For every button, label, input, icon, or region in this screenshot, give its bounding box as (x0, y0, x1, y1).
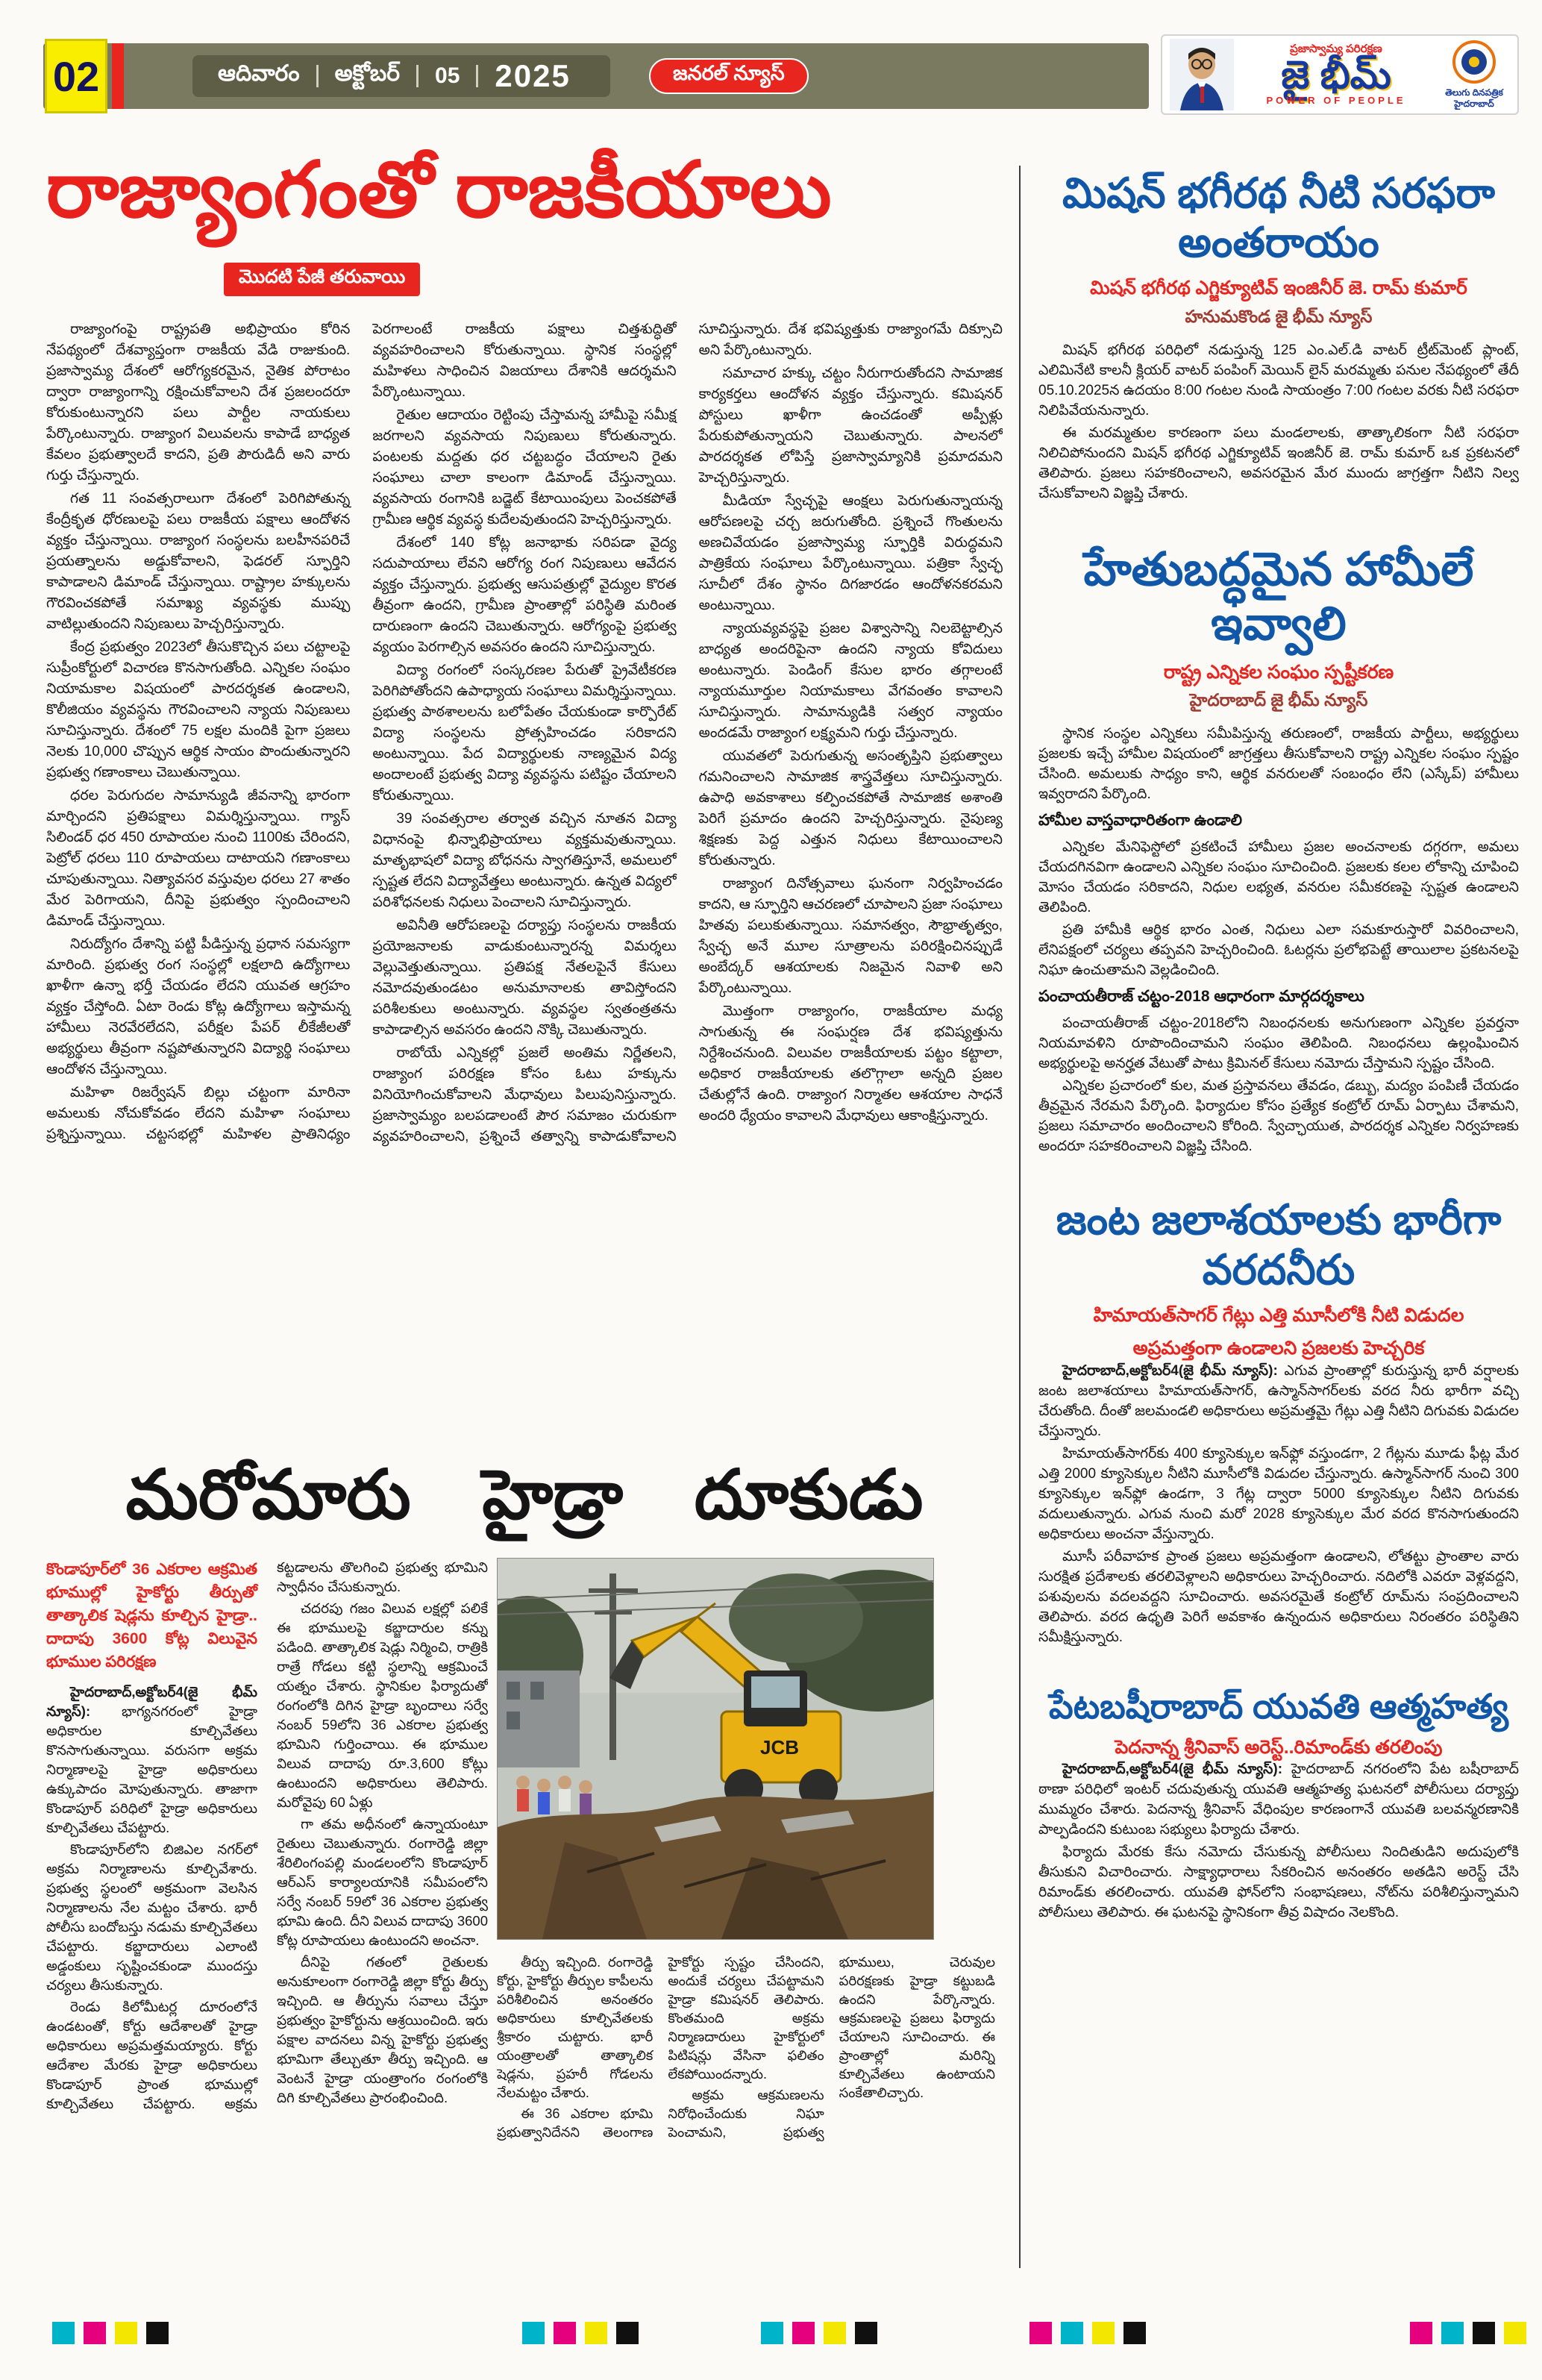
paragraph: మూసీ పరీవాహక ప్రాంత ప్రజలు అప్రమత్తంగా ఉండాలని, లోతట్టు ప్రాంతాల వారు సురక్షిత ప్రదేశాలకు తరలివెళ్లాలని అధికారులు హెచ్చరించారు. నదిలోకి ఎవరూ వెళ్లవద్దని, పశువులను వదలవద్దని సూచించారు. అవసరమైతే కంట్రోల్ రూమ్‌ను సంప్రదించాలని తెలిపారు. వరద ఉధృతి పెరిగే అవకాశం ఉన్నందున అధికారులు నిరంతరం పరిస్థితిని సమీక్షిస్తున్నారు. (1038, 1548, 1519, 1645)
paragraph: కేంద్ర ప్రభుత్వం 2023లో తీసుకొచ్చిన పలు చట్టాలపై సుప్రీంకోర్టులో విచారణ కొనసాగుతోంది. ఎన్నికల సంఘం నియామకాల విషయంలో పారదర్శకత ఉండాలని, కొలీజియం వ్యవస్థను గౌరవించాలని న్యాయ నిపుణులు సూచిస్తున్నారు. దేశంలో 75 లక్షల మందికి పైగా ప్రజలు నెలకు 10,000 చొప్పున ఆర్థిక సాయం పొందుతున్నారని ప్రభుత్వ గణాంకాలు చెబుతున్నాయి. (46, 639, 351, 780)
magenta-mark (554, 2322, 576, 2344)
paragraph: మొత్తంగా రాజ్యాంగం, రాజకీయాల మధ్య సాగుతున్న ఈ సంఘర్షణ దేశ భవిష్యత్తును నిర్దేశించనుంది. విలువల రాజకీయాలకు పట్టం కట్టాలా, అధికార రాజకీయాలకు తలొగ్గాలా అన్నది ప్రజల చేతుల్లోనే ఉంది. రాజ్యాంగ నిర్మాతల ఆశయాల సాధనే అందరి ధ్యేయం కావాలని మేధావులు ఆకాంక్షిస్తున్నారు. (698, 1003, 1003, 1124)
paragraph: ఫిర్యాదు మేరకు కేసు నమోదు చేసుకున్న పోలీసులు నిందితుడిని అదుపులోకి తీసుకుని విచారించారు. సాక్ష్యాధారాలు సేకరించిన అనంతరం అతడిని అరెస్ట్ చేసి రిమాండ్‌కు తరలించారు. యువతి ఫోన్‌లోని సంభాషణలు, నోట్‌ను పరిశీలిస్తున్నామని పోలీసులు తెలిపారు. ఈ ఘటనపై స్థానికంగా తీవ్ర విషాదం నెలకొంది. (1038, 1844, 1519, 1921)
paragraph: పంచాయతీరాజ్ చట్టం-2018లోని నిబంధనలకు అనుగుణంగా ఎన్నికల ప్రవర్తనా నియమావళిని రూపొందించామని సంఘం తెలిపింది. నిబంధనలు ఉల్లంఘించిన అభ్యర్థులపై అనర్హత వేటుతో పాటు క్రిమినల్ కేసులు నమోదు చేస్తామని స్పష్టం చేసింది. (1038, 1015, 1519, 1072)
hydra-headline: మరోమారు హైడ్రా దూకుడు (125, 1457, 924, 1533)
paragraph: ఎన్నికల ప్రచారంలో కుల, మత ప్రస్తావనలు తేవడం, డబ్బు, మద్యం పంపిణీ చేయడం తీవ్రమైన నేరమని పేర్కొంది. ఫిర్యాదుల కోసం ప్రత్యేక కంట్రోల్ రూమ్ ఏర్పాటు చేశామని, ప్రజలు సమాచారం అందించాలని కోరింది. స్వేచ్ఛాయుత, పారదర్శక ఎన్నికల నిర్వహణకు అందరూ సహకరించాలని విజ్ఞప్తి చేసింది. (1038, 1078, 1519, 1155)
article-byline: హైదరాబాద్,అక్టోబర్4(జై భీమ్ న్యూస్): (46, 1684, 257, 1719)
column-rule (1019, 166, 1021, 2268)
black-mark (855, 2322, 877, 2344)
paragraph: అక్రమ ఆక్రమణలను నిరోధించేందుకు నిఘా పెంచామని, ప్రభుత్వ భూములు, చెరువుల పరిరక్షణకు హైడ్రా కట్టుబడి ఉందని పేర్కొన్నారు. ఆక్రమణలపై ప్రజలు ఫిర్యాదు చేయాలని సూచించారు. ఈ ప్రాంతాల్లో మరిన్ని కూల్చివేతలు ఉంటాయని సంకేతాలిచ్చారు. (668, 1955, 995, 2140)
red-stripe-decoration (112, 43, 124, 109)
article-byline: హైదరాబాద్,అక్టోబర్4(జై భీమ్ న్యూస్): (1062, 1761, 1283, 1778)
paragraph: నిరుద్యోగం దేశాన్ని పట్టి పీడిస్తున్న ప్రధాన సమస్యగా మారింది. ప్రభుత్వ రంగ సంస్థల్లో లక్షలాది ఉద్యోగాలు ఖాళీగా ఉన్నా భర్తీ చేయడం లేదని యువత ఆగ్రహం వ్యక్తం చేస్తోంది. ఏటా రెండు కోట్ల ఉద్యోగాలు ఇస్తామన్న హామీలు నెరవేరలేదని, పరీక్షల పేపర్ లీకేజీలతో అభ్యర్థులు తీవ్రంగా నష్టపోతున్నారని విద్యార్థి సంఘాలు ఆందోళన చేస్తున్నాయి. (46, 936, 351, 1077)
lead-kicker: మొదటి పేజీ తరువాయి (224, 263, 420, 296)
jcb-excavator-photo-illustration (498, 1559, 933, 1939)
article-suicide (1038, 1686, 1519, 1923)
article-body (1038, 340, 1519, 504)
color-registration-marks (761, 2322, 877, 2344)
ambedkar-portrait-icon (1170, 39, 1234, 110)
cyan-mark (1441, 2322, 1464, 2344)
cyan-mark (1061, 2322, 1083, 2344)
masthead-seal-block (1438, 40, 1510, 109)
article-byline: హైదరాబాద్ జై భీమ్ న్యూస్ (1189, 690, 1368, 710)
date-day: ఆదివారం (218, 60, 300, 86)
paragraph: దీనిపై గతంలో రైతులకు అనుకూలంగా రంగారెడ్డి జిల్లా కోర్టు తీర్పు ఇచ్చింది. ఆ తీర్పును సవాలు చేస్తూ ప్రభుత్వం హైకోర్టును ఆశ్రయించింది. ఇరు పక్షాల వాదనలు విన్న హైకోర్టు ప్రభుత్వ భూమిగా తేల్చుతూ తీర్పు ఇచ్చింది. ఆ వెంటనే హైడ్రా యంత్రాంగం రంగంలోకి దిగి కూల్చివేతలు ప్రారంభించింది. (277, 1954, 488, 2105)
color-registration-marks (52, 2322, 169, 2344)
paragraph: కొండాపూర్‌లోని బిజిఎల నగర్‌లో అక్రమ నిర్మాణాలను కూల్చివేశారు. ప్రభుత్వ స్థలంలో అక్రమంగా వెలసిన నిర్మాణాలను నేల మట్టం చేశారు. భారీ పోలీసు బందోబస్తు నడుమ కూల్చివేతలు చేపట్టారు. కబ్జాదారులు ఎలాంటి అడ్డంకులు సృష్టించకుండా ముందస్తు చర్యలు తీసుకున్నారు. (46, 1841, 257, 1993)
yellow-mark (824, 2322, 846, 2344)
masthead-logo (1161, 34, 1519, 115)
yellow-mark (115, 2322, 137, 2344)
svg-text:JCB: JCB (760, 1736, 800, 1759)
paragraph: రాజ్యాంగంపై రాష్ట్రపతి అభిప్రాయం కోరిన నేపథ్యంలో దేశవ్యాప్తంగా రాజకీయ వేడి రాజుకుంది. ప్రజాస్వామ్య దేశంలో ఆరోగ్యకరమైన, నైతిక పోరాటం ద్వారా రాజ్యాంగాన్ని రక్షించుకోవాలని దేశ ప్రజలందరూ కోరుకుంటున్నారని పలు పార్టీల నాయకులు పేర్కొంటున్నారు. రాజ్యాంగ విలువలను కాపాడే బాధ్యత కేవలం ప్రభుత్వాలదే కాదని, ప్రతి పౌరుడిదీ అని వారు గుర్తు చేస్తున్నారు. (46, 322, 351, 483)
lead-article-body (46, 319, 1003, 1440)
section-badge: జనరల్ న్యూస్ (649, 58, 809, 94)
black-mark (1123, 2322, 1146, 2344)
yellow-mark (585, 2322, 607, 2344)
cyan-mark (761, 2322, 783, 2344)
masthead-city-line: హైదరాబాద్ (1454, 98, 1494, 109)
hydra-standfirst: కొండాపూర్‌లో 36 ఎకరాల ఆక్రమిత భూముల్లో హైకోర్టు తీర్పుతో తాత్కాలిక షెడ్లను కూల్చిన హైడ్రా.. దాదాపు 3600 కోట్ల విలువైన భూముల పరిరక్షణ (46, 1561, 257, 1670)
black-mark (146, 2322, 169, 2344)
lede-text: భాగ్యనగరంలో హైడ్రా అధికారుల కూల్చివేతలు కొనసాగుతున్నాయి. వరుసగా అక్రమ నిర్మాణాలపై హైడ్రా అధికారులు ఉక్కుపాదం మోపుతున్నారు. తాజాగా కొండాపూర్ పరిధిలో హైడ్రా అధికారులు కూల్చివేతలు చేపట్టారు. (46, 1703, 257, 1835)
article-subhead: హిమాయత్‌సాగర్ గేట్లు ఎత్తి మూసీలోకి నీటి విడుదల (1093, 1304, 1464, 1326)
magenta-mark (1029, 2322, 1052, 2344)
black-mark (1473, 2322, 1495, 2344)
paragraph: గత 11 సంవత్సరాలుగా దేశంలో పెరిగిపోతున్న కేంద్రీకృత ధోరణులపై పలు రాజకీయ పక్షాలు ఆందోళన వ్యక్తం చేస్తున్నాయి. రాజ్యాంగ సంస్థలను బలహీనపరిచే ప్రయత్నాలను అడ్డుకోవాలని, ఫెడరల్ స్ఫూర్తిని కాపాడాలని డిమాండ్ చేస్తున్నాయి. రాష్ట్రాల హక్కులను గౌరవించకపోతే సమాఖ్య వ్యవస్థకు ముప్పు వాటిల్లుతుందని నిపుణులు హెచ్చరిస్తున్నారు. (46, 491, 351, 632)
color-registration-marks (1029, 2322, 1146, 2344)
cyan-mark (52, 2322, 75, 2344)
yellow-mark (1504, 2322, 1526, 2344)
paragraph: తీర్పు ఇచ్చింది. రంగారెడ్డి కోర్టు, హైకోర్టు తీర్పుల కాపీలను పరిశీలించిన అనంతరం అధికారులు కూల్చివేతలకు శ్రీకారం చుట్టారు. భారీ యంత్రాలతో తాత్కాలిక షెడ్లను, ప్రహరీ గోడలను నేలమట్టం చేశారు. (497, 1955, 654, 2100)
hydra-article-body-bottom (497, 1953, 995, 2265)
cyan-mark (522, 2322, 545, 2344)
article-lede (1038, 1759, 1519, 1840)
article-crosshead: హామీల వాస్తవాధారితంగా ఉండాలి (1038, 812, 1242, 830)
hydra-article-body-left (46, 1558, 488, 2268)
yellow-mark (1092, 2322, 1115, 2344)
color-registration-marks (522, 2322, 639, 2344)
paragraph: రాజ్యాంగ దినోత్సవాలు ఘనంగా నిర్వహించడం కాదని, ఆ స్ఫూర్తిని ఆచరణలో చూపాలని ప్రజా సంఘాలు హితవు పలుకుతున్నాయి. సమానత్వం, సౌభ్రాతృత్వం, స్వేచ్ఛ అనే మూల సూత్రాలను పరిరక్షించినప్పుడే అంబేద్కర్ ఆశయాలకు నిజమైన నివాళి అని పేర్కొంటున్నాయి. (698, 876, 1003, 996)
paragraph: మిషన్ భగీరథ పరిధిలో నడుస్తున్న 125 ఎం.ఎల్.డి వాటర్ ట్రీట్‌మెంట్ ప్లాంట్, ఎలిమినేటి కాలనీ క్లియర్ వాటర్ పంపింగ్ మెయిన్ లైన్ మరమ్మతు పనుల నేపథ్యంలో తేదీ 05.10.2025న ఉదయం 8:00 గంటల నుండి సాయంత్రం 7:00 గంటల వరకు నీటి సరఫరా నిలిపివేయనున్నారు. (1038, 342, 1519, 419)
magenta-mark (1410, 2322, 1432, 2344)
date-month: అక్టోబర్ (334, 60, 401, 86)
paragraph: మీడియా స్వేచ్ఛపై ఆంక్షలు పెరుగుతున్నాయన్న ఆరోపణలపై చర్చ జరుగుతోంది. ప్రశ్నించే గొంతులను అణచివేయడం ప్రజాస్వామ్య స్ఫూర్తికి విరుద్ధమని పాత్రికేయ సంఘాలు పేర్కొంటున్నాయి. పత్రికా స్వేచ్ఛ సూచీలో దేశం స్థానం దిగజారడం ఆందోళనకరమని అంటున్నాయి. (698, 493, 1003, 613)
lede-text: ఎగువ ప్రాంతాల్లో కురుస్తున్న భారీ వర్షాలకు జంట జలాశయాలు హిమాయత్‌సాగర్, ఉస్మాన్‌సాగర్‌లకు వరద నీరు భారీగా వచ్చి చేరుతోంది. దీంతో జలమండలి అధికారులు అప్రమత్తమై గేట్లు ఎత్తి నీటిని దిగువకు విడుదల చేస్తున్నారు. (1038, 1362, 1519, 1439)
article-headline: పేటబషీరాబాద్ యువతి ఆత్మహత్య (1049, 1686, 1508, 1726)
article-body (1038, 1013, 1519, 1156)
paragraph: ధరల పెరుగుదల సామాన్యుడి జీవనాన్ని భారంగా మార్చిందని ప్రతిపక్షాలు విమర్శిస్తున్నాయి. గ్యాస్ సిలిండర్ ధర 450 రూపాయల నుంచి 1100కు చేరిందని, పెట్రోల్ ధరలు 110 రూపాయలు దాటాయని గణాంకాలు చూపుతున్నాయి. నిత్యావసర వస్తువుల ధరలు 27 శాతం మేర పెరిగాయని, దీనిపై ప్రభుత్వం స్పందించాలని డిమాండ్ చేస్తున్నాయి. (46, 788, 351, 929)
paragraph: చదరపు గజం విలువ లక్షల్లో పలికే ఈ భూములపై కబ్జాదారుల కన్ను పడింది. తాత్కాలిక షెడ్లు నిర్మించి, రాత్రికి రాత్రే గోడలు కట్టి స్థలాన్ని ఆక్రమించే యత్నం చేశారు. స్థానికుల ఫిర్యాదుతో రంగంలోకి దిగిన హైడ్రా బృందాలు సర్వే నంబర్ 59లోని 36 ఎకరాల ప్రభుత్వ భూమిని గుర్తించాయి. ఈ భూముల విలువ దాదాపు రూ.3,600 కోట్లు ఉంటుందని అధికారులు తెలిపారు. మరోవైపు 60 ఏళ్లు (277, 1600, 488, 1810)
masthead-subtitle: POWER OF PEOPLE (1266, 95, 1406, 107)
article-headline: హేతుబద్ధమైన హామీలే ఇవ్వాలి (1083, 543, 1474, 650)
article-body (1038, 1842, 1519, 1923)
masthead-title: జై భీమ్ (1281, 53, 1391, 97)
paragraph: రెండు కిలోమీటర్ల దూరంలోనే ఉండటంతో, కోర్టు ఆదేశాలతో హైడ్రా అధికారులు అప్రమత్తమయ్యారు. కోర్టు ఆదేశాల మేరకు హైడ్రా అధికారులు కొండాపూర్ ప్రాంత భూముల్లో కూల్చివేతలు చేపట్టారు. అక్రమ కట్టడాలను తొలగించి ప్రభుత్వ భూమిని స్వాధీనం చేసుకున్నారు. (46, 1559, 488, 2111)
article-body (1038, 1444, 1519, 1647)
date-strip (192, 55, 610, 97)
article-body (1038, 724, 1519, 804)
article-subhead: మిషన్ భగీరథ ఎగ్జిక్యూటివ్ ఇంజినీర్ జె. రామ్ కుమార్ (1090, 278, 1467, 299)
article-byline: హైదరాబాద్,అక్టోబర్4(జై భీమ్ న్యూస్): (1062, 1362, 1278, 1379)
top-bar (43, 43, 1149, 109)
date-year: 2025 (495, 58, 571, 93)
black-mark (616, 2322, 639, 2344)
article-subhead: అప్రమత్తంగా ఉండాలని ప్రజలకు హెచ్చరిక (1132, 1338, 1425, 1359)
paragraph: గా తమ అధీనంలో ఉన్నాయంటూ రైతులు చెబుతున్నారు. రంగారెడ్డి జిల్లా శేరిలింగంపల్లి మండలంలోని కొండాపూర్ ఆర్ఎస్ కార్యాలయానికి సమీపంలోని సర్వే నంబర్ 59లో 36 ఎకరాల ప్రభుత్వ భూమి ఉంది. దీని విలువ దాదాపు 3600 కోట్ల రూపాయలు ఉంటుందని అంచనా. (277, 1816, 488, 1948)
demolition-photo (497, 1558, 934, 1940)
article-headline: మిషన్ భగీరథ నీటి సరఫరా అంతరాయం (1062, 169, 1495, 266)
masthead-tagline: ప్రజాస్వామ్య పరిరక్షణ (1290, 43, 1382, 55)
paragraph: ఎన్నికల మేనిఫెస్టోలో ప్రకటించే హామీలు ప్రజల అంచనాలకు దగ్గరగా, అమలు చేయదగినవిగా ఉండాలని ఎన్నికల సంఘం సూచించింది. ప్రజలకు కలల లోకాన్ని చూపించి మోసం చేయడం సరికాదని, నిధుల లభ్యత, వనరుల సమీకరణపై స్పష్టత ఉండాలని తెలిపింది. (1038, 839, 1519, 916)
article-crosshead: పంచాయతీరాజ్ చట్టం-2018 ఆధారంగా మార్గదర్శకాలు (1038, 988, 1364, 1006)
lead-headline: రాజ్యాంగంతో రాజకీయాలు (46, 147, 832, 234)
article-byline: హనుమకొండ జై భీమ్ న్యూస్ (1185, 306, 1373, 326)
paragraph: రాబోయే ఎన్నికల్లో ప్రజలే అంతిమ నిర్ణేతలని, రాజ్యాంగ పరిరక్షణ కోసం ఓటు హక్కును వినియోగించుకోవాలని మేధావులు పిలుపునిస్తున్నారు. ప్రజాస్వామ్యం బలపడాలంటే పౌర సమాజం చురుకుగా వ్యవహరించాలని, ప్రశ్నించే తత్వాన్ని కాపాడుకోవాలని సూచిస్తున్నారు. దేశ భవిష్యత్తుకు రాజ్యాంగమే దిక్సూచి అని పేర్కొంటున్నారు. (372, 322, 1003, 1144)
article-body (1038, 1759, 1519, 1840)
article-election-promises (1038, 542, 1519, 1157)
article-lede (1038, 1361, 1519, 1441)
article-body (1038, 837, 1519, 980)
paragraph: న్యాయవ్యవస్థపై ప్రజల విశ్వాసాన్ని నిలబెట్టాల్సిన బాధ్యత అందరిపైనా ఉందని న్యాయ కోవిదులు అంటున్నారు. పెండింగ్ కేసుల భారం తగ్గాలంటే న్యాయమూర్తుల నియామకాలు వేగవంతం కావాలని సూచిస్తున్నారు. సామాన్యుడికి సత్వర న్యాయం అందడమే రాజ్యాంగ లక్ష్యమని గుర్తు చేస్తున్నారు. (698, 621, 1003, 741)
paragraph: సమాచార హక్కు చట్టం నీరుగారుతోందని సామాజిక కార్యకర్తలు ఆందోళన వ్యక్తం చేస్తున్నారు. కమిషనర్ పోస్టులు ఖాళీగా ఉంచడంతో అప్పీళ్లు పేరుకుపోతున్నాయని చెబుతున్నారు. పాలనలో పారదర్శకత లోపిస్తే ప్రజాస్వామ్యానికి ప్రమాదమని హెచ్చరిస్తున్నారు. (698, 366, 1003, 486)
paragraph: యువతలో పెరుగుతున్న అసంతృప్తిని ప్రభుత్వాలు గమనించాలని సామాజిక శాస్త్రవేత్తలు సూచిస్తున్నారు. ఉపాధి అవకాశాలు కల్పించకపోతే సామాజిక అశాంతి పెరిగే ప్రమాదం ఉందని హెచ్చరిస్తున్నారు. నైపుణ్య శిక్షణకు పెద్ద ఎత్తున నిధులు కేటాయించాలని కోరుతున్నారు. (698, 748, 1003, 868)
magenta-mark (792, 2322, 815, 2344)
jai-bheem-seal-icon (1452, 40, 1496, 84)
article-body (1038, 1361, 1519, 1441)
lede-text: హైదరాబాద్ నగరంలోని పేట బషీరాబాద్ ఠాణా పరిధిలో ఇంటర్ చదువుతున్న యువతి ఆత్మహత్య ఘటనలో పోలీసులు దర్యాప్తు ముమ్మరం చేశారు. పెదనాన్న శ్రీనివాస్ వేధింపుల కారణంగానే యువతి బలవన్మరణానికి పాల్పడిందని కుటుంబ సభ్యులు ఫిర్యాదు చేశారు. (1038, 1761, 1520, 1838)
paragraph: స్థానిక సంస్థల ఎన్నికలు సమీపిస్తున్న తరుణంలో, రాజకీయ పార్టీలు, అభ్యర్థులు ప్రజలకు ఇచ్చే హామీల విషయంలో జాగ్రత్తలు తీసుకోవాలని రాష్ట్ర ఎన్నికల సంఘం స్పష్టం చేసింది. అమలుకు సాధ్యం కాని, ఆర్థిక వనరులతో సంబంధం లేని (ఎస్కేప్) హామీలు ఇవ్వరాదని పేర్కొంది. (1038, 726, 1519, 803)
paragraph: 39 సంవత్సరాల తర్వాత వచ్చిన నూతన విద్యా విధానంపై భిన్నాభిప్రాయాలు వ్యక్తమవుతున్నాయి. మాతృభాషలో విద్యా బోధనను స్వాగతిస్తూనే, అమలులో స్పష్టత లేదని విద్యావేత్తలు అంటున్నారు. ఉన్నత విద్యలో పరిశోధనలకు నిధులు పెంచాలని సూచిస్తున్నారు. (372, 811, 677, 910)
paragraph: మహిళా రిజర్వేషన్ బిల్లు చట్టంగా మారినా అమలుకు నోచుకోవడం లేదని మహిళా సంఘాలు ప్రశ్నిస్తున్నాయి. చట్టసభల్లో మహిళల ప్రాతినిధ్యం పెరగాలంటే రాజకీయ పక్షాలు చిత్తశుద్ధితో వ్యవహరించాలని కోరుతున్నాయి. స్థానిక సంస్థల్లో మహిళలు సాధించిన విజయాలు దేశానికి ఆదర్శమని పేర్కొంటున్నాయి. (46, 322, 677, 1142)
paragraph: అవినీతి ఆరోపణలపై దర్యాప్తు సంస్థలను రాజకీయ ప్రయోజనాలకు వాడుకుంటున్నారన్న విమర్శలు వెల్లువెత్తుతున్నాయి. ప్రతిపక్ష నేతలపైనే కేసులు నమోదవుతుండటం అనుమానాలకు తావిస్తోందని పరిశీలకులు అంటున్నారు. వ్యవస్థల స్వతంత్రతను కాపాడాల్సిన అవసరం ఉందని నొక్కి చెబుతున్నారు. (372, 918, 677, 1038)
paragraph: ఈ 36 ఎకరాల భూమి ప్రభుత్వానిదేనని తెలంగాణ హైకోర్టు స్పష్టం చేసిందని, అందుకే చర్యలు చేపట్టామని హైడ్రా కమిషనర్ తెలిపారు. కొంతమంది అక్రమ నిర్మాణదారులు హైకోర్టులో పిటిషన్లు వేసినా ఫలితం లేకపోయిందన్నారు. (497, 1955, 824, 2140)
article-subhead: పెదనాన్న శ్రీనివాస్ అరెస్ట్..రిమాండ్‌కు తరలింపు (1115, 1736, 1443, 1758)
paragraph: హిమాయత్‌సాగర్‌కు 400 క్యూసెక్కుల ఇన్‌ఫ్లో వస్తుండగా, 2 గేట్లను మూడు ఫీట్ల మేర ఎత్తి 2000 క్యూసెక్కుల నీటిని మూసీలోకి విడుదల చేస్తున్నారు. ఉస్మాన్‌సాగర్ నుంచి 300 క్యూసెక్కుల ఇన్‌ఫ్లో ఉండగా, 3 గేట్ల ద్వారా 5000 క్యూసెక్కుల నీటిని దిగువకు వదులుతున్నారు. ఎగువ నుంచి మరో 2028 క్యూసెక్కుల మేర వరద కొనసాగుతుందని అధికారులు అంచనా వేస్తున్నారు. (1038, 1445, 1519, 1542)
paragraph: ప్రతి హామీకి ఆర్థిక భారం ఎంత, నిధులు ఎలా సమకూరుస్తారో వివరించాలని, లేనిపక్షంలో చర్యలు తప్పవని హెచ్చరించింది. ఓటర్లను ప్రలోభపెట్టే తాయిలాల ప్రకటనలపై నిఘా ఉంచుతామని వెల్లడించింది. (1038, 922, 1519, 979)
date-number: 05 (435, 63, 460, 88)
hydra-lede (46, 1682, 257, 1838)
article-subhead: రాష్ట్ర ఎన్నికల సంఘం స్పష్టీకరణ (1163, 661, 1394, 683)
masthead-title-block (1241, 43, 1431, 106)
paragraph: రైతుల ఆదాయం రెట్టింపు చేస్తామన్న హామీపై సమీక్ష జరగాలని వ్యవసాయ నిపుణులు కోరుతున్నారు. పంటలకు మద్దతు ధర చట్టబద్ధం చేయాలని రైతు సంఘాలు చాలా కాలంగా డిమాండ్ చేస్తున్నాయి. వ్యవసాయ రంగానికి బడ్జెట్ కేటాయింపులు పెంచకపోతే గ్రామీణ ఆర్థిక వ్యవస్థ కుదేలవుతుందని హెచ్చరిస్తున్నారు. (372, 407, 677, 527)
article-water-supply (1038, 169, 1519, 504)
paragraph: దేశంలో 140 కోట్ల జనాభాకు సరిపడా వైద్య సదుపాయాలు లేవని ఆరోగ్య రంగ నిపుణులు ఆవేదన వ్యక్తం చేస్తున్నారు. ప్రభుత్వ ఆసుపత్రుల్లో వైద్యుల కొరత తీవ్రంగా ఉందని, గ్రామీణ ప్రాంతాల్లో పరిస్థితి మరింత దారుణంగా ఉందని చెబుతున్నారు. ఆరోగ్యంపై ప్రభుత్వ వ్యయం పెరగాల్సిన అవసరం ఉందని సూచిస్తున్నారు. (372, 535, 677, 655)
date-separator (476, 65, 478, 87)
paragraph: విద్యా రంగంలో సంస్కరణల పేరుతో ప్రైవేటీకరణ పెరిగిపోతోందని ఉపాధ్యాయ సంఘాలు విమర్శిస్తున్నాయి. ప్రభుత్వ పాఠశాలలను బలోపేతం చేయకుండా కార్పొరేట్ విద్యా సంస్థలను ప్రోత్సహించడం సరికాదని అంటున్నాయి. పేద విద్యార్థులకు నాణ్యమైన విద్య అందాలంటే ప్రభుత్వ విద్యా వ్యవస్థను పటిష్టం చేయాలని కోరుతున్నాయి. (372, 663, 677, 804)
page-number: 02 (45, 39, 107, 113)
article-reservoir-flood (1038, 1195, 1519, 1647)
date-separator (316, 65, 319, 87)
masthead-edition-line: తెలుగు దినపత్రిక (1445, 87, 1503, 98)
right-rail (1038, 169, 1519, 1961)
paragraph: ఈ మరమ్మతుల కారణంగా పలు మండలాలకు, తాత్కాలికంగా నీటి సరఫరా నిలిచిపోనుందని మిషన్ భగీరథ ఎగ్జిక్యూటివ్ ఇంజినీర్ జె. రామ్ కుమార్ ఒక ప్రకటనలో తెలిపారు. ప్రజలు సహకరించాలని, అవసరమైన మేర ముందు జాగ్రత్తగా నీటిని నిల్వ చేసుకోవాలని విజ్ఞప్తి చేశారు. (1038, 425, 1519, 501)
color-registration-marks (1410, 2322, 1526, 2344)
date-separator (416, 65, 419, 87)
magenta-mark (84, 2322, 106, 2344)
article-headline: జంట జలాశయాలకు భారీగా వరదనీరు (1056, 1196, 1502, 1293)
